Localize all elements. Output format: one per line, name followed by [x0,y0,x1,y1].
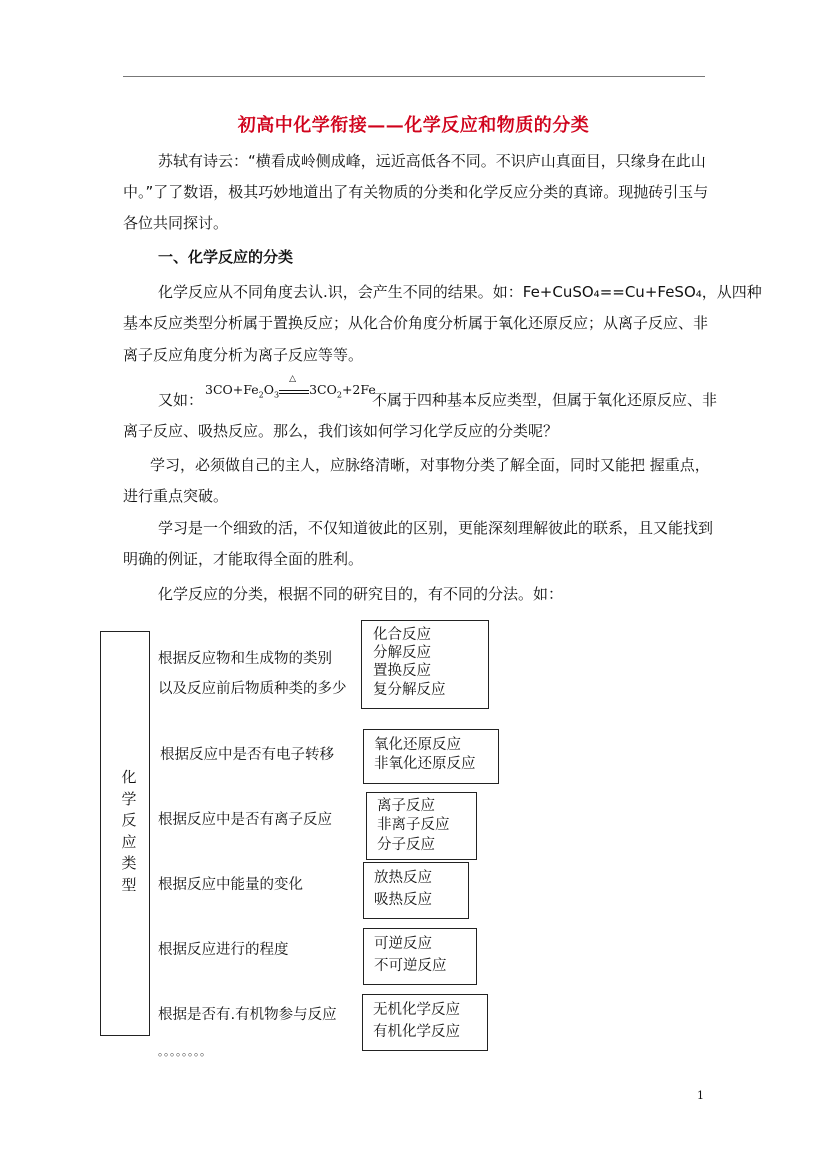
type-item: 化合反应 [373,627,431,643]
eq-right-sub: 2 [336,390,342,400]
eq-left: 3CO+Fe [205,382,259,397]
para1-line-2: 基本反应类型分析属于置换反应；从化合价角度分析属于氧化还原反应；从离子反应、非 [123,314,709,332]
para2-prefix: 又如： [158,391,204,409]
root-char: 型 [121,875,137,894]
type-item: 有机化学反应 [373,1024,460,1040]
criterion-text: 根据反应中能量的变化 [158,877,303,893]
header-rule [123,76,705,77]
section-heading: 一、化学反应的分类 [158,248,294,266]
intro-line-3: 各位共同探讨。 [123,214,229,232]
type-item: 可逆反应 [374,936,432,952]
eq-right1: 3CO [309,382,337,397]
type-item: 吸热反应 [374,892,432,908]
para4-line-1: 学习是一个细致的活，不仅知道彼此的区别，更能深刻理解彼此的联系，且又能找到 [158,519,714,537]
intro-line-2: 中。”了了数语，极其巧妙地道出了有关物质的分类和化学反应分类的真谛。现抛砖引玉与 [123,183,709,201]
criterion-text: 根据反应中是否有离子反应 [158,812,332,828]
eq-arrow [279,374,309,394]
type-item: 氧化还原反应 [374,737,461,753]
eq-condition: △ [289,374,296,384]
type-box [363,729,499,784]
para3-line-1: 学习，必须做自己的主人，应脉络清晰，对事物分类了解全面，同时又能把 握重点， [150,456,710,474]
type-item: 置换反应 [373,663,431,679]
root-char: 反 [121,811,137,829]
type-box [361,620,489,709]
type-item: 复分解反应 [373,682,446,698]
root-label [120,767,138,896]
para5: 化学反应的分类，根据不同的研究目的，有不同的分法。如： [158,585,564,603]
intro-line-1: 苏轼有诗云：“横看成岭侧成峰，远近高低各不同。不识庐山真面目，只缘身在此山 [158,152,706,170]
para2-suffix: 不属于四种基本反应类型，但属于氧化还原反应、非 [372,391,718,409]
criterion-text: 以及反应前后物质种类的多少 [158,681,347,697]
para1-line-1: 化学反应从不同角度去认.识，会产生不同的结果。如：Fe+CuSO₄==Cu+FeSO₄，从四种 [158,283,762,301]
type-box [363,928,477,985]
type-box [363,862,469,919]
type-item: 无机化学反应 [373,1002,460,1018]
eq-left-sub1: 2 [258,390,264,400]
type-item: 非离子反应 [377,817,450,833]
criterion-text: 根据反应物和生成物的类别 [158,651,332,667]
document-title: 初高中化学衔接——化学反应和物质的分类 [237,115,590,136]
root-char: 化 [121,768,137,786]
type-item: 分子反应 [377,837,435,853]
type-item: 离子反应 [377,798,435,814]
trailing-dots: 。。。。。。。。 [158,1045,212,1058]
para1-line-3: 离子反应角度分析为离子反应等等。 [123,346,364,364]
reaction-equation [205,374,376,400]
eq-left-mid: O [263,382,274,397]
type-box [366,792,477,860]
root-char: 应 [121,832,137,851]
criterion-text: 根据反应进行的程度 [158,942,289,958]
para3-line-2: 进行重点突破。 [123,487,229,505]
para2-line-2: 离子反应、吸热反应。那么，我们该如何学习化学反应的分类呢？ [123,422,559,440]
type-item: 不可逆反应 [374,958,447,974]
criterion-text: 根据反应中是否有电子转移 [160,747,334,763]
eq-left-sub2: 3 [273,390,280,400]
root-char: 类 [121,854,137,872]
para4-line-2: 明确的例证，才能取得全面的胜利。 [123,550,364,568]
type-item: 放热反应 [374,870,432,886]
type-item: 分解反应 [373,645,431,661]
eq-right2: +2Fe [341,382,376,397]
criterion-text: 根据是否有.有机物参与反应 [158,1007,337,1023]
type-item: 非氧化还原反应 [374,756,476,772]
page-number: 1 [697,1089,704,1102]
type-box [362,994,488,1051]
root-char: 学 [121,789,137,808]
